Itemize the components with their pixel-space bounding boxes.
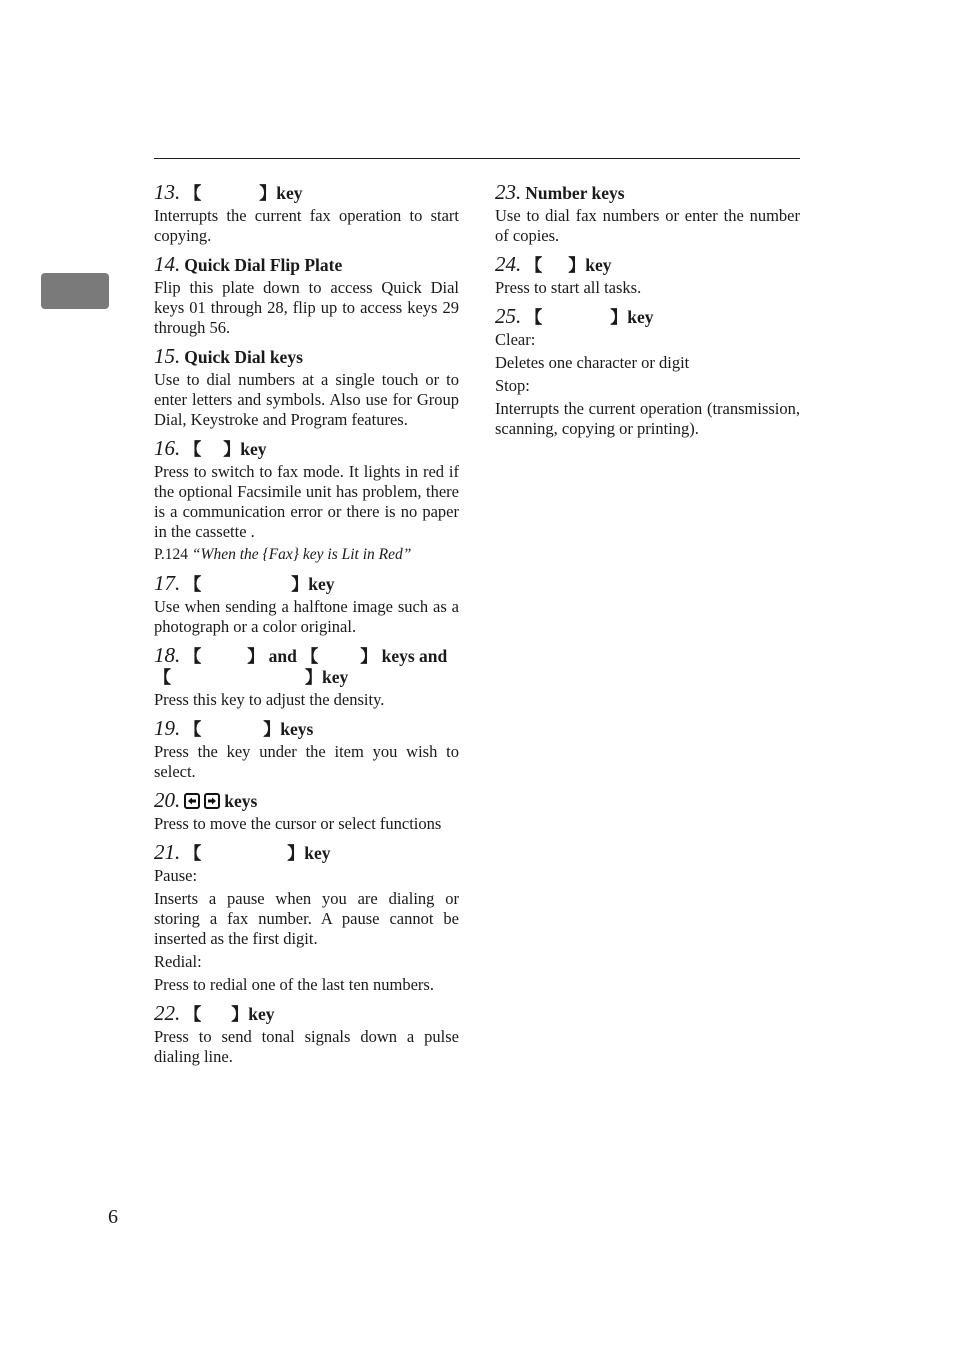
item-21-description-pause: Inserts a pause when you are dialing or storing a fax number. A pause cannot be inserted as the first digit.: [154, 889, 459, 948]
page-number: 6: [108, 1206, 118, 1228]
chapter-tab: [41, 273, 109, 309]
item-21-label-redial: Redial:: [154, 952, 202, 971]
right-arrow-icon: [204, 793, 220, 809]
item-24-description: Press to start all tasks.: [495, 278, 642, 297]
item-18-description: Press this key to adjust the density.: [154, 690, 385, 709]
item-17-description: Use when sending a halftone image such as a photograph or a color original.: [154, 597, 459, 636]
item-20: [154, 790, 459, 834]
item-25-label-clear: Clear:: [495, 330, 536, 349]
header-rule: [154, 158, 800, 159]
item-22-description: Press to send tonal signals down a pulse dialing line.: [154, 1027, 459, 1066]
item-21: [154, 842, 459, 995]
item-25-heading: 25. 【 】key: [495, 304, 654, 328]
item-13-heading: 13. 【 】key: [154, 180, 303, 204]
item-21-heading: 21. 【 】key: [154, 840, 331, 864]
item-25-description-clear: Deletes one character or digit: [495, 353, 690, 372]
item-17-heading: 17. 【 】key: [154, 571, 335, 595]
left-arrow-icon: [184, 793, 200, 809]
item-19-heading: 19. 【 】keys: [154, 716, 314, 740]
item-24-heading: 24. 【 】key: [495, 252, 612, 276]
item-16-reference[interactable]: P.124 “When the {Fax} key is Lit in Red”: [154, 546, 412, 563]
item-13-description: Interrupts the current fax operation to start copying.: [154, 206, 459, 245]
item-22: [154, 1003, 459, 1067]
item-25: [495, 306, 800, 439]
item-18: [154, 645, 459, 710]
item-20-heading: 20. keys: [154, 788, 258, 812]
item-15: [154, 346, 459, 430]
item-17: [154, 573, 459, 637]
item-16-description: Press to switch to fax mode. It lights in red if the optional Facsimile unit has problem, there is a communication error or there is no paper in the cassette .: [154, 462, 459, 541]
item-16: [154, 438, 459, 565]
item-22-heading: 22. 【 】key: [154, 1001, 275, 1025]
item-14-description: Flip this plate down to access Quick Dial keys 01 through 28, flip up to access keys 29 through 56.: [154, 278, 459, 337]
item-21-description-redial: Press to redial one of the last ten numbers.: [154, 975, 434, 994]
item-23: [495, 182, 800, 246]
item-21-label-pause: Pause:: [154, 866, 198, 885]
item-23-description: Use to dial fax numbers or enter the number of copies.: [495, 206, 800, 245]
left-column: [154, 182, 459, 1075]
item-13: [154, 182, 459, 246]
item-19-description: Press the key under the item you wish to select.: [154, 742, 459, 781]
item-25-description-stop: Interrupts the current operation (transmission, scanning, copying or printing).: [495, 399, 800, 438]
right-column: [495, 182, 800, 447]
item-23-heading: 23. Number keys: [495, 180, 625, 204]
item-25-label-stop: Stop:: [495, 376, 530, 395]
item-15-description: Use to dial numbers at a single touch or to enter letters and symbols. Also use for Group Dial, Keystroke and Program features.: [154, 370, 459, 429]
item-19: [154, 718, 459, 782]
item-16-heading: 16. 【 】key: [154, 436, 267, 460]
item-18-heading: 18. 【 】 and 【 】 keys and 【 】key: [154, 643, 448, 687]
item-14: [154, 254, 459, 338]
item-20-description: Press to move the cursor or select functions: [154, 814, 442, 833]
item-24: [495, 254, 800, 298]
item-15-heading: 15. Quick Dial keys: [154, 344, 303, 368]
item-14-heading: 14. Quick Dial Flip Plate: [154, 252, 343, 276]
